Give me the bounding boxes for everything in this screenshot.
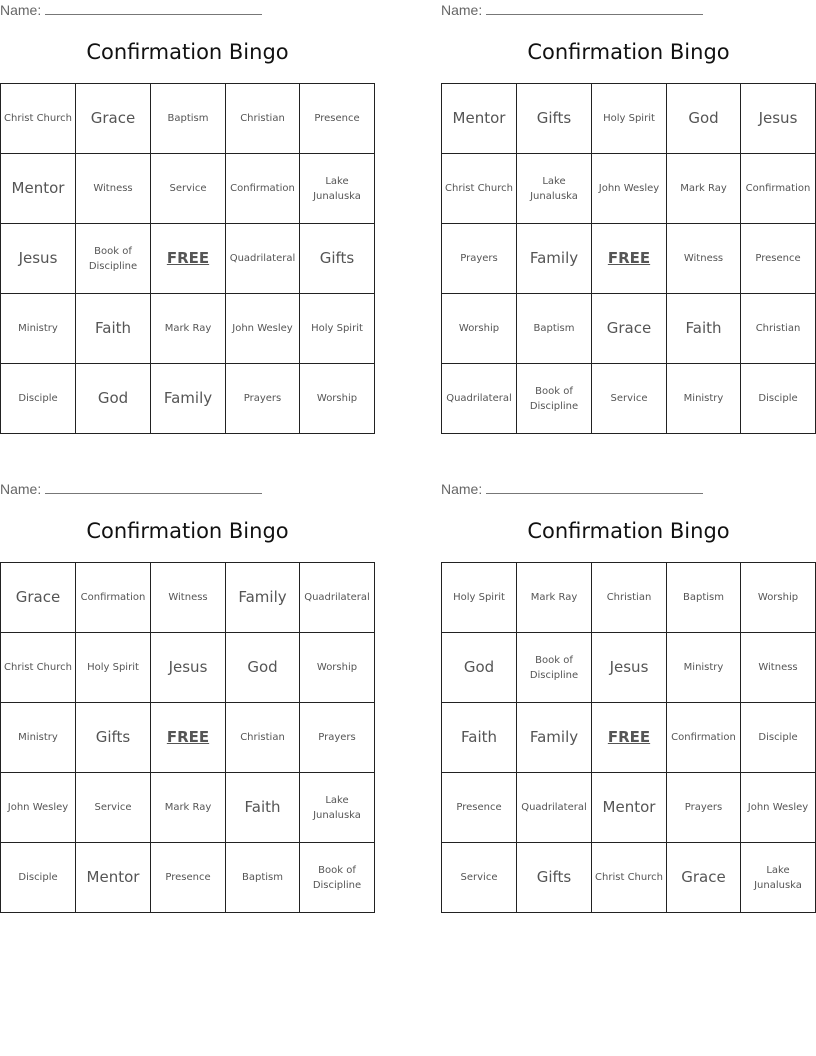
name-label: Name: [0,2,42,18]
name-blank-line [486,2,703,15]
bingo-cell[interactable]: Gifts [76,703,151,773]
bingo-cell[interactable]: Worship [741,563,816,633]
bingo-cell[interactable]: Christian [226,703,300,773]
bingo-cell[interactable]: Christian [741,294,816,364]
bingo-cell[interactable]: Holy Spirit [442,563,517,633]
bingo-cell[interactable]: Presence [741,224,816,294]
bingo-cell[interactable]: John Wesley [741,773,816,843]
bingo-cell[interactable]: Grace [667,843,741,913]
bingo-cell[interactable]: Disciple [1,364,76,434]
bingo-cell[interactable]: Service [151,154,226,224]
bingo-cell[interactable]: Witness [151,563,226,633]
bingo-cell[interactable]: Lake Junaluska [517,154,592,224]
name-field [441,2,703,20]
bingo-cell[interactable]: Mark Ray [151,773,226,843]
free-space-cell[interactable]: FREE [151,224,226,294]
bingo-cell[interactable]: John Wesley [1,773,76,843]
bingo-cell[interactable]: Christ Church [1,84,76,154]
name-field [0,481,262,499]
name-label: Name: [0,481,42,497]
bingo-cell[interactable]: Ministry [667,633,741,703]
bingo-cell[interactable]: Faith [442,703,517,773]
bingo-cell[interactable]: Gifts [300,224,375,294]
bingo-cell[interactable]: John Wesley [592,154,667,224]
name-blank-line [45,2,262,15]
bingo-cell[interactable]: Mark Ray [517,563,592,633]
bingo-cell[interactable]: God [76,364,151,434]
bingo-cell[interactable]: Grace [592,294,667,364]
bingo-cell[interactable]: Baptism [151,84,226,154]
bingo-cell[interactable]: Quadrilateral [442,364,517,434]
bingo-cell[interactable]: Family [151,364,226,434]
bingo-cell[interactable]: Book of Discipline [76,224,151,294]
bingo-cell[interactable]: Confirmation [76,563,151,633]
bingo-grid [441,83,816,434]
bingo-cell[interactable]: Quadrilateral [300,563,375,633]
bingo-cell[interactable]: Gifts [517,84,592,154]
bingo-cell[interactable]: Holy Spirit [76,633,151,703]
bingo-cell[interactable]: Ministry [1,703,76,773]
bingo-cell[interactable]: Mark Ray [151,294,226,364]
bingo-cell[interactable]: Mentor [442,84,517,154]
bingo-cell[interactable]: Holy Spirit [300,294,375,364]
bingo-cell[interactable]: Prayers [226,364,300,434]
bingo-cell[interactable]: Baptism [517,294,592,364]
name-field [0,2,262,20]
bingo-cell[interactable]: Jesus [1,224,76,294]
bingo-cell[interactable]: Baptism [667,563,741,633]
free-space-cell[interactable]: FREE [592,224,667,294]
name-blank-line [486,481,703,494]
bingo-cell[interactable]: Witness [741,633,816,703]
bingo-cell[interactable]: Disciple [1,843,76,913]
bingo-cell[interactable]: Faith [76,294,151,364]
bingo-cell[interactable]: Lake Junaluska [741,843,816,913]
bingo-cell[interactable]: Quadrilateral [226,224,300,294]
bingo-cell[interactable]: God [226,633,300,703]
bingo-cell[interactable]: Mentor [592,773,667,843]
bingo-cell[interactable]: God [442,633,517,703]
bingo-cell[interactable]: Mentor [1,154,76,224]
bingo-cell[interactable]: Mentor [76,843,151,913]
bingo-cell[interactable]: Baptism [226,843,300,913]
bingo-grid [0,83,375,434]
bingo-cell[interactable]: Christ Church [442,154,517,224]
bingo-cell[interactable]: Book of Discipline [300,843,375,913]
bingo-cell[interactable]: Confirmation [226,154,300,224]
bingo-cell[interactable]: Ministry [667,364,741,434]
bingo-cell[interactable]: Book of Discipline [517,364,592,434]
bingo-cell[interactable]: Christ Church [1,633,76,703]
bingo-cell[interactable]: Presence [300,84,375,154]
bingo-cell[interactable]: Witness [76,154,151,224]
bingo-cell[interactable]: John Wesley [226,294,300,364]
bingo-cell[interactable]: Mark Ray [667,154,741,224]
name-label: Name: [441,2,483,18]
bingo-cell[interactable]: Holy Spirit [592,84,667,154]
bingo-cell[interactable]: Worship [300,633,375,703]
bingo-cell[interactable]: Prayers [667,773,741,843]
card-title: Confirmation Bingo [527,519,730,543]
bingo-cell[interactable]: Family [517,224,592,294]
bingo-cell[interactable]: Prayers [442,224,517,294]
bingo-cell[interactable]: Christian [226,84,300,154]
bingo-cell[interactable]: Service [442,843,517,913]
bingo-cell[interactable]: Quadrilateral [517,773,592,843]
card-title: Confirmation Bingo [527,40,730,64]
name-field [441,481,703,499]
card-title: Confirmation Bingo [86,40,289,64]
bingo-cell[interactable]: Family [517,703,592,773]
bingo-cell[interactable]: Confirmation [741,154,816,224]
bingo-cell[interactable]: Family [226,563,300,633]
bingo-cell[interactable]: Service [76,773,151,843]
bingo-grid [441,562,816,913]
bingo-cell[interactable]: Christian [592,563,667,633]
bingo-cell[interactable]: Presence [151,843,226,913]
bingo-cell[interactable]: Ministry [1,294,76,364]
bingo-cell[interactable]: Jesus [592,633,667,703]
bingo-cell[interactable]: Jesus [151,633,226,703]
bingo-cell[interactable]: Lake Junaluska [300,773,375,843]
bingo-cell[interactable]: Grace [1,563,76,633]
bingo-cell[interactable]: Grace [76,84,151,154]
bingo-grid [0,562,375,913]
bingo-cell[interactable]: Faith [226,773,300,843]
bingo-cell[interactable]: Lake Junaluska [300,154,375,224]
bingo-cell[interactable]: Jesus [741,84,816,154]
free-space-cell[interactable]: FREE [151,703,226,773]
name-blank-line [45,481,262,494]
bingo-cell[interactable]: Witness [667,224,741,294]
card-title: Confirmation Bingo [86,519,289,543]
bingo-cell[interactable]: Confirmation [667,703,741,773]
name-label: Name: [441,481,483,497]
bingo-cell[interactable]: God [667,84,741,154]
bingo-cell[interactable]: Worship [300,364,375,434]
bingo-cell[interactable]: Gifts [517,843,592,913]
bingo-cell[interactable]: Worship [442,294,517,364]
free-space-cell[interactable]: FREE [592,703,667,773]
bingo-cell[interactable]: Presence [442,773,517,843]
bingo-cell[interactable]: Disciple [741,364,816,434]
bingo-cell[interactable]: Disciple [741,703,816,773]
bingo-cell[interactable]: Christ Church [592,843,667,913]
bingo-cell[interactable]: Service [592,364,667,434]
bingo-cell[interactable]: Faith [667,294,741,364]
bingo-cell[interactable]: Book of Discipline [517,633,592,703]
bingo-cell[interactable]: Prayers [300,703,375,773]
